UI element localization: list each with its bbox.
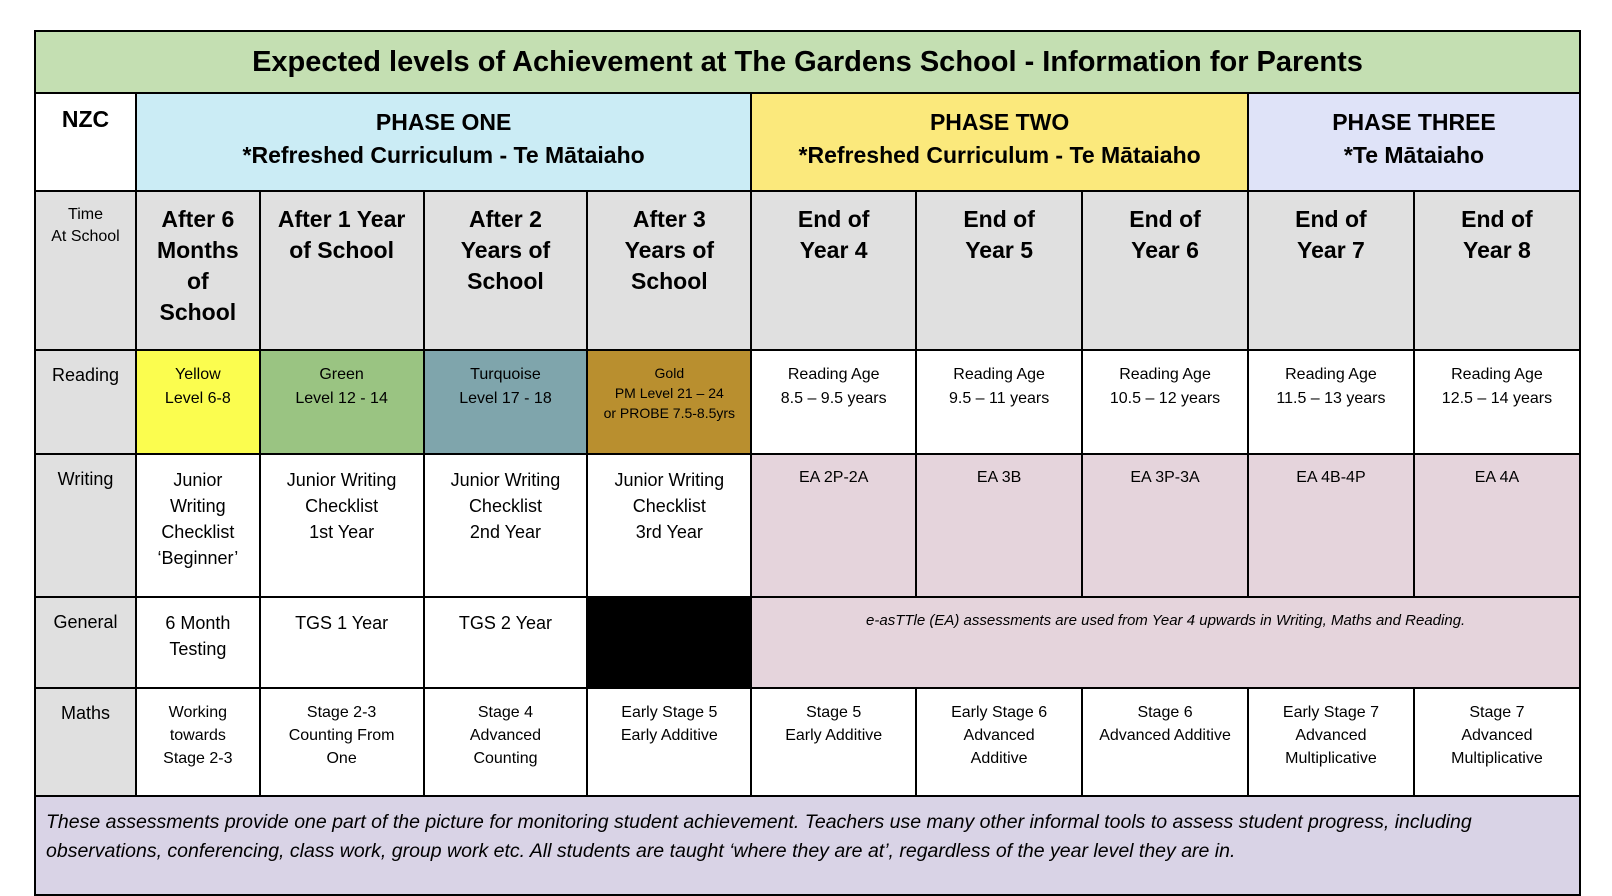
time-column-header: End of Year 7	[1248, 191, 1414, 350]
nzc-header: NZC	[35, 93, 136, 191]
maths-cell: Stage 2-3 Counting From One	[260, 688, 424, 796]
maths-row-label: Maths	[35, 688, 136, 796]
phase-one-header	[136, 93, 751, 191]
writing-cell: Junior Writing Checklist 3rd Year	[587, 454, 751, 597]
phase-three-header	[1248, 93, 1580, 191]
phase-two-title: PHASE TWO	[929, 109, 1070, 135]
writing-cell: EA 2P-2A	[751, 454, 916, 597]
time-at-school-label: Time At School	[35, 191, 136, 350]
maths-cell: Stage 6 Advanced Additive	[1082, 688, 1248, 796]
general-cell: 6 Month Testing	[136, 597, 260, 688]
easttle-note: e-asTTle (EA) assessments are used from Year 4 upwards in Writing, Maths and Reading.	[751, 597, 1580, 688]
reading-cell: Gold PM Level 21 – 24 or PROBE 7.5-8.5yrs	[587, 350, 751, 454]
writing-row-label: Writing	[35, 454, 136, 597]
time-column-header: After 6 Months of School	[136, 191, 260, 350]
page-title: Expected levels of Achievement at The Gardens School - Information for Parents	[35, 31, 1580, 93]
reading-cell: Green Level 12 - 14	[260, 350, 424, 454]
reading-cell: Yellow Level 6-8	[136, 350, 260, 454]
footer-note: These assessments provide one part of the picture for monitoring student achievement. Teachers use many other informal tools to assess student progress, including observations, conferencing, class work, group work etc. All students are taught ‘where they are at’, regardless of the year level they are in.	[35, 796, 1580, 895]
writing-cell: Junior Writing Checklist ‘Beginner’	[136, 454, 260, 597]
reading-cell: Reading Age 8.5 – 9.5 years	[751, 350, 916, 454]
time-column-header: After 2 Years of School	[424, 191, 588, 350]
phase-three-subtitle: *Te Mātaiaho	[1343, 142, 1485, 168]
general-cell: TGS 2 Year	[424, 597, 588, 688]
general-cell: TGS 1 Year	[260, 597, 424, 688]
writing-cell: Junior Writing Checklist 2nd Year	[424, 454, 588, 597]
blank-black-cell	[587, 597, 751, 688]
writing-cell: EA 4A	[1414, 454, 1580, 597]
reading-row-label: Reading	[35, 350, 136, 454]
maths-cell: Stage 4 Advanced Counting	[424, 688, 588, 796]
time-column-header: After 1 Year of School	[260, 191, 424, 350]
maths-cell: Early Stage 6 Advanced Additive	[916, 688, 1082, 796]
phase-three-title: PHASE THREE	[1332, 109, 1496, 135]
time-column-header: End of Year 5	[916, 191, 1082, 350]
writing-cell: Junior Writing Checklist 1st Year	[260, 454, 424, 597]
phase-one-subtitle: *Refreshed Curriculum - Te Mātaiaho	[242, 142, 645, 168]
time-column-header: End of Year 6	[1082, 191, 1248, 350]
reading-cell: Reading Age 9.5 – 11 years	[916, 350, 1082, 454]
writing-cell: EA 3P-3A	[1082, 454, 1248, 597]
time-column-header: End of Year 8	[1414, 191, 1580, 350]
phase-two-subtitle: *Refreshed Curriculum - Te Mātaiaho	[798, 142, 1201, 168]
reading-cell: Turquoise Level 17 - 18	[424, 350, 588, 454]
maths-cell: Early Stage 7 Advanced Multiplicative	[1248, 688, 1414, 796]
time-column-header: After 3 Years of School	[587, 191, 751, 350]
writing-cell: EA 4B-4P	[1248, 454, 1414, 597]
general-row-label: General	[35, 597, 136, 688]
time-column-header: End of Year 4	[751, 191, 916, 350]
writing-cell: EA 3B	[916, 454, 1082, 597]
achievement-table	[34, 30, 1581, 896]
maths-cell: Working towards Stage 2-3	[136, 688, 260, 796]
reading-cell: Reading Age 10.5 – 12 years	[1082, 350, 1248, 454]
phase-one-title: PHASE ONE	[375, 109, 512, 135]
maths-cell: Stage 7 Advanced Multiplicative	[1414, 688, 1580, 796]
maths-cell: Early Stage 5 Early Additive	[587, 688, 751, 796]
maths-cell: Stage 5 Early Additive	[751, 688, 916, 796]
reading-cell: Reading Age 11.5 – 13 years	[1248, 350, 1414, 454]
phase-two-header	[751, 93, 1248, 191]
reading-cell: Reading Age 12.5 – 14 years	[1414, 350, 1580, 454]
